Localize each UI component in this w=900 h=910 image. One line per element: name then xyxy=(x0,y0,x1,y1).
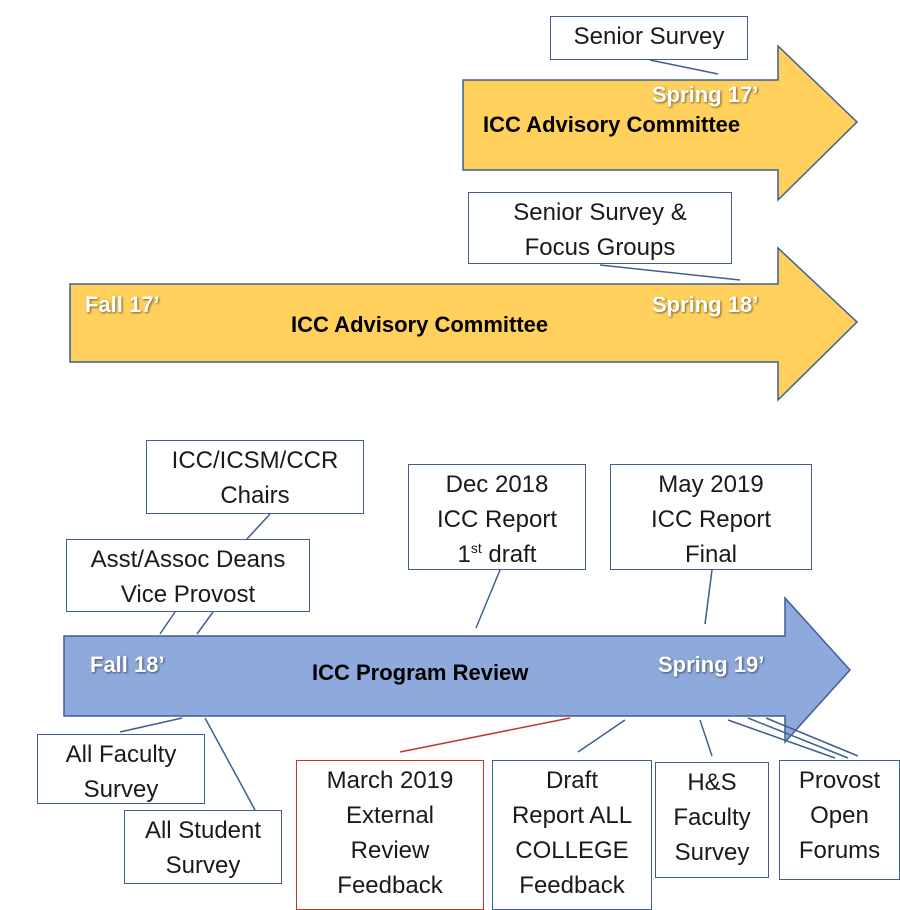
connector-all-faculty xyxy=(120,718,182,732)
hs-faculty-line1: H&S xyxy=(687,769,737,796)
dec-draft-box xyxy=(408,464,586,570)
all-faculty-line1: All Faculty xyxy=(65,741,177,768)
connector-provost-1 xyxy=(728,720,835,758)
dec-draft-line3 xyxy=(409,537,585,570)
deans-box xyxy=(66,539,310,612)
all-faculty-box xyxy=(37,734,205,804)
dec-draft-ordinal-number: 1 xyxy=(457,541,471,568)
provost-forums-line2: Open xyxy=(810,802,869,829)
connector-may-final xyxy=(705,570,712,624)
arrow2-season-start: Fall 17’ xyxy=(85,292,160,317)
external-review-line2: External xyxy=(345,802,435,829)
all-student-line1: All Student xyxy=(144,817,262,844)
may-final-line3: Final xyxy=(684,541,738,568)
arrow3-season-end: Spring 19’ xyxy=(658,652,765,677)
may-final-line1: May 2019 xyxy=(658,471,764,498)
arrow1-title: ICC Advisory Committee xyxy=(483,112,741,137)
external-review-box xyxy=(296,760,484,910)
may-final-box xyxy=(610,464,812,570)
senior-focus-box xyxy=(468,192,732,264)
dec-draft-line1: Dec 2018 xyxy=(445,471,549,498)
provost-forums-line3: Forums xyxy=(798,837,881,864)
chairs-box xyxy=(146,440,364,514)
draft-report-line2: Report ALL xyxy=(511,802,633,829)
connector-dec-draft xyxy=(476,570,500,628)
deans-line1: Asst/Assoc Deans xyxy=(90,546,286,573)
arrow2-title: ICC Advisory Committee xyxy=(291,312,549,337)
senior-survey-box xyxy=(550,16,748,60)
external-review-line1: March 2019 xyxy=(326,767,454,794)
hs-faculty-line2: Faculty xyxy=(673,804,751,831)
connector-senior-survey xyxy=(650,60,718,74)
connector-deans-2 xyxy=(197,612,213,634)
arrow1-season-end: Spring 17’ xyxy=(652,82,759,107)
hs-faculty-box xyxy=(655,762,769,878)
connector-all-student xyxy=(205,718,255,810)
draft-report-line3: COLLEGE xyxy=(515,837,629,864)
external-review-line4: Feedback xyxy=(337,872,443,899)
provost-forums-box xyxy=(779,760,900,880)
arrow3-season-start: Fall 18’ xyxy=(90,652,165,677)
provost-forums-line1: Provost xyxy=(798,767,881,794)
connector-chairs xyxy=(246,514,270,540)
dec-draft-ordinal-suffix: st xyxy=(470,540,482,556)
may-final-line2: ICC Report xyxy=(650,506,772,533)
dec-draft-line2: ICC Report xyxy=(436,506,558,533)
draft-report-line1: Draft xyxy=(545,767,598,794)
all-student-box xyxy=(124,810,282,884)
connector-draft-report xyxy=(578,720,625,752)
hs-faculty-line3: Survey xyxy=(674,839,750,866)
all-faculty-line2: Survey xyxy=(83,776,159,803)
deans-line2: Vice Provost xyxy=(120,581,256,608)
arrow3-title: ICC Program Review xyxy=(312,660,529,685)
all-student-line2: Survey xyxy=(165,852,241,879)
draft-report-line4: Feedback xyxy=(519,872,625,899)
arrow2-season-end: Spring 18’ xyxy=(652,292,759,317)
senior-survey-line1: Senior Survey xyxy=(573,23,725,50)
draft-report-box xyxy=(492,760,652,910)
external-review-line3: Review xyxy=(350,837,430,864)
senior-focus-line1: Senior Survey & xyxy=(513,199,687,226)
connector-external-review xyxy=(400,718,570,752)
chairs-line1: ICC/ICSM/CCR xyxy=(171,447,339,474)
connector-hs-faculty xyxy=(700,720,712,756)
connector-senior-focus xyxy=(600,265,740,280)
connector-deans-1 xyxy=(160,612,175,634)
dec-draft-draft-word: draft xyxy=(481,541,537,568)
chairs-line2: Chairs xyxy=(220,482,290,509)
senior-focus-line2: Focus Groups xyxy=(524,234,676,261)
